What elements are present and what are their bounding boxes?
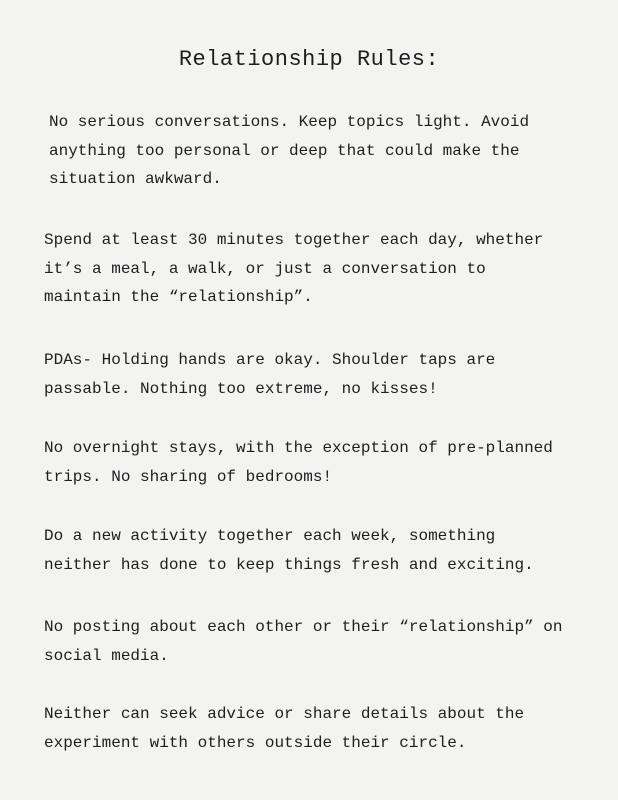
rule-2-line-3: maintain the “relationship”. (44, 288, 313, 306)
rule-4-line-2: trips. No sharing of bedrooms! (44, 467, 333, 486)
rule-1-line-3: situation awkward. (49, 170, 222, 188)
rule-5-line-2: neither has done to keep things fresh and exciting. (44, 555, 534, 574)
page-title: Relationship Rules: (178, 47, 440, 72)
rule-5-line-1: Do a new activity together each week, something (44, 527, 496, 545)
rule-7-line-1: Neither can seek advice or share details about the (44, 705, 525, 723)
rule-1 (49, 108, 529, 194)
rule-7-line-2: experiment with others outside their circle. (44, 733, 467, 752)
rule-2-line-1: Spend at least 30 minutes together each day, whether (44, 231, 544, 249)
rule-1-line-2: anything too personal or deep that could make the (49, 141, 520, 160)
rule-1-line-1: No serious conversations. Keep topics light. Avoid (49, 113, 530, 131)
rule-7 (44, 700, 524, 757)
rule-3 (44, 346, 495, 403)
rule-4-line-1: No overnight stays, with the exception of pre-planned (44, 439, 553, 457)
rule-6-line-1: No posting about each other or their “relationship” on (44, 618, 563, 636)
rule-6 (44, 613, 562, 670)
rule-3-line-2: passable. Nothing too extreme, no kisses! (44, 379, 438, 398)
rule-2-line-2: it’s a meal, a walk, or just a conversation to (44, 259, 486, 278)
rule-2 (44, 226, 543, 312)
rule-5 (44, 522, 534, 579)
rule-3-line-1: PDAs- Holding hands are okay. Shoulder taps are (44, 351, 496, 369)
rule-6-line-2: social media. (44, 646, 169, 665)
rule-4 (44, 434, 553, 491)
